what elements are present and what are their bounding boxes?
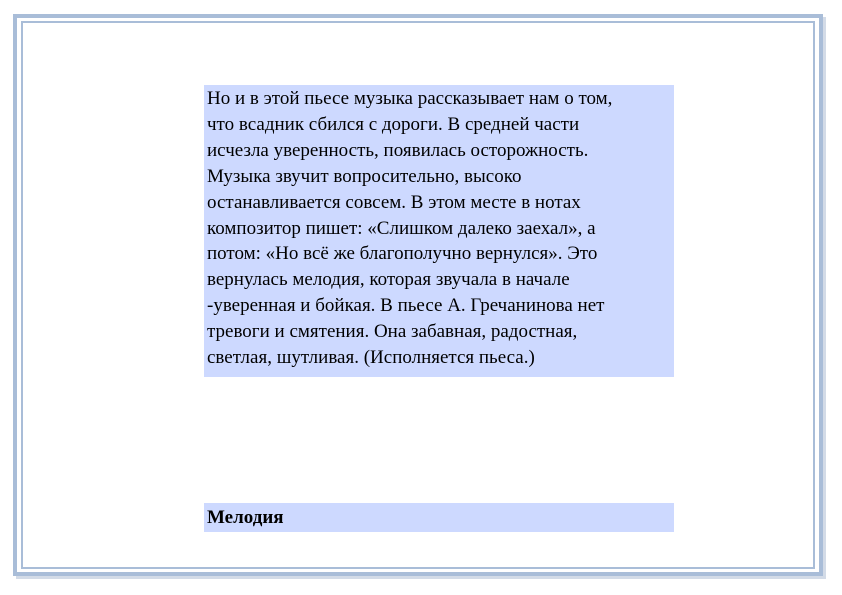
caption-title: Мелодия (207, 507, 284, 528)
main-text-box (204, 85, 674, 377)
caption-box (204, 503, 674, 532)
main-paragraph: Но и в этой пьесе музыка рассказывает нам о том, что всадник сбился с дороги. В средней части исчезла уверенность, появилась осторожность. Музыка звучит вопросительно, высоко останавливается совсем. В этом месте в нотах композитор пишет: «Слишком далеко заехал», а потом: «Но всё же благополучно вернулся». Это вернулась мелодия, которая звучала в начале -уверенная и бойкая. В пьесе А. Гречанинова нет тревоги и смятения. Она забавная, радостная, светлая, шутливая. (Исполняется пьеса.) (207, 88, 613, 369)
